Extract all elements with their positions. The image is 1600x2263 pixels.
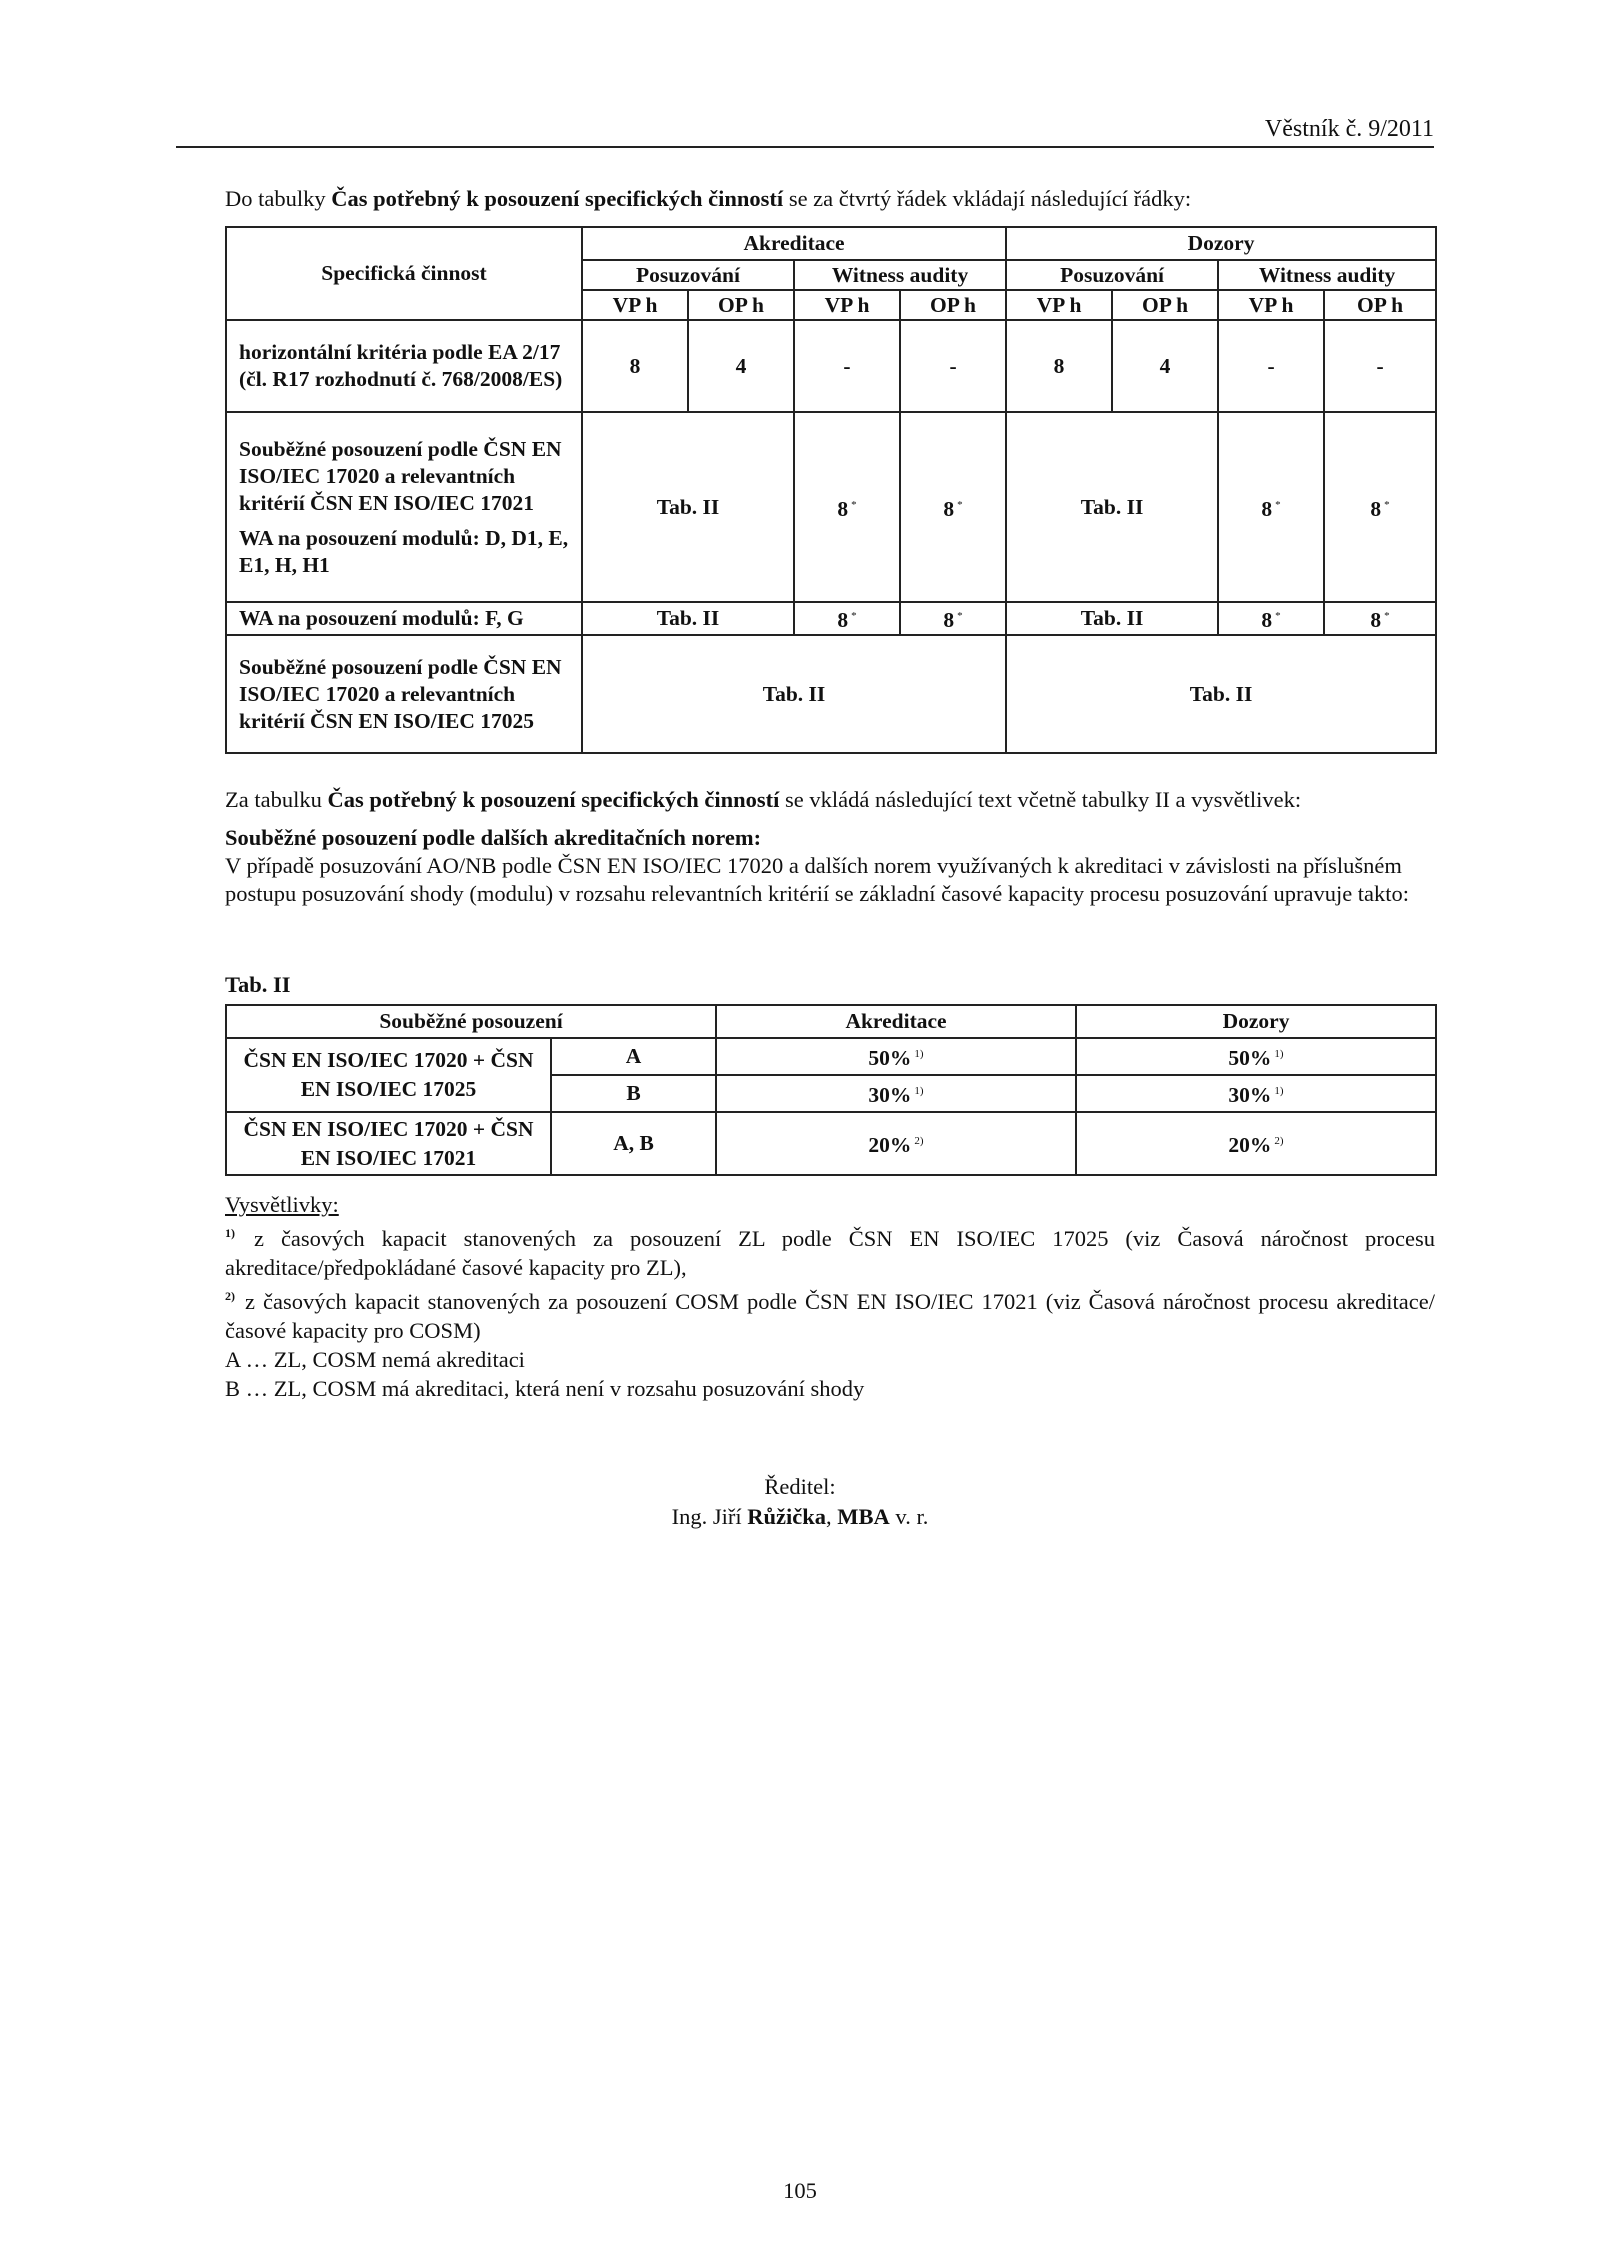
cell-value: 8	[582, 320, 688, 412]
cell-value: -	[1218, 320, 1324, 412]
section-heading: Souběžné posouzení podle dalších akreditačních norem:	[225, 825, 762, 850]
page-header	[176, 110, 1434, 148]
cell-value: 4	[1112, 320, 1218, 412]
note-2: $^{2)}$ z časových kapacit stanovených za posouzení COSM podle ČSN EN ISO/IEC 17021 (viz Časová náročnost procesu akreditace/časové kapacity pro COSM)	[225, 1289, 1436, 1343]
header-surveillance: Dozory	[1076, 1005, 1436, 1038]
cell-value: 8 *	[1324, 412, 1436, 602]
notes-heading: Vysvětlivky:	[225, 1192, 339, 1217]
cell-tab-ref: Tab. II	[1006, 635, 1436, 753]
cell-value: -	[1324, 320, 1436, 412]
section-text	[225, 824, 1435, 908]
table-row	[226, 635, 1436, 753]
intro-bold: Čas potřebný k posouzení specifických činností	[331, 186, 784, 211]
cell-value: 8 *	[900, 602, 1006, 635]
signature-name: Ing. Jiří Růžička, MBA v. r.	[671, 1504, 929, 1529]
header-sur-assessment: Posuzování	[1006, 260, 1218, 290]
header-acc-assessment: Posuzování	[582, 260, 794, 290]
header-op: OP h	[688, 290, 794, 320]
header-vp: VP h	[794, 290, 900, 320]
row-activity-part: Souběžné posouzení podle ČSN EN ISO/IEC 17020 a relevantních kritérií ČSN EN ISO/IEC 17021	[239, 436, 562, 515]
row-activity: WA na posouzení modulů: F, G	[226, 602, 582, 635]
table2-title: Tab. II	[225, 972, 291, 997]
standards-group: ČSN EN ISO/IEC 17020 + ČSN EN ISO/IEC 17025	[226, 1038, 551, 1112]
case-cell: B	[551, 1075, 716, 1112]
cell-tab-ref: Tab. II	[582, 602, 794, 635]
acc-cell: 20% $^{2)}$	[716, 1112, 1076, 1175]
intro-paragraph: Do tabulky Čas potřebný k posouzení specifických činností se za čtvrtý řádek vkládají následující řádky:	[225, 186, 1192, 211]
notes-section	[225, 1190, 1435, 1403]
header-vp: VP h	[1006, 290, 1112, 320]
cell-tab-ref: Tab. II	[582, 635, 1006, 753]
table-row	[226, 412, 1436, 602]
cell-value: -	[794, 320, 900, 412]
header-accreditation: Akreditace	[716, 1005, 1076, 1038]
header-op: OP h	[900, 290, 1006, 320]
header-vp: VP h	[582, 290, 688, 320]
specific-activities-table	[225, 226, 1437, 754]
cell-tab-ref: Tab. II	[582, 412, 794, 602]
header-accreditation: Akreditace	[582, 227, 1006, 260]
header-acc-witness: Witness audity	[794, 260, 1006, 290]
cell-value: 8 *	[1218, 412, 1324, 602]
cell-value: 8 *	[794, 602, 900, 635]
signature-block	[0, 1472, 1600, 1532]
header-surveillance: Dozory	[1006, 227, 1436, 260]
cell-value: 8 *	[794, 412, 900, 602]
cell-tab-ref: Tab. II	[1006, 602, 1218, 635]
header-op: OP h	[1324, 290, 1436, 320]
table-row	[226, 320, 1436, 412]
table-row	[226, 1038, 1436, 1075]
header-concurrent: Souběžné posouzení	[226, 1005, 716, 1038]
cell-value: 8 *	[1324, 602, 1436, 635]
standards-group: ČSN EN ISO/IEC 17020 + ČSN EN ISO/IEC 17021	[226, 1112, 551, 1175]
header-activity: Specifická činnost	[226, 227, 582, 320]
signature-role: Ředitel:	[764, 1474, 836, 1499]
concurrent-assessment-table	[225, 1004, 1437, 1176]
cell-value: 8 *	[1218, 602, 1324, 635]
case-cell: A, B	[551, 1112, 716, 1175]
header-vp: VP h	[1218, 290, 1324, 320]
sur-cell: 30% $^{1)}$	[1076, 1075, 1436, 1112]
acc-cell: 30% $^{1)}$	[716, 1075, 1076, 1112]
header-sur-witness: Witness audity	[1218, 260, 1436, 290]
page-number: 105	[783, 2178, 817, 2203]
sur-cell: 20% $^{2)}$	[1076, 1112, 1436, 1175]
case-cell: A	[551, 1038, 716, 1075]
cell-tab-ref: Tab. II	[1006, 412, 1218, 602]
note-a: A … ZL, COSM nemá akreditaci	[225, 1347, 525, 1372]
note-1: $^{1)}$ z časových kapacit stanovených za posouzení ZL podle ČSN EN ISO/IEC 17025 (viz Časová náročnost procesu akreditace/předpokládané časové kapacity pro ZL),	[225, 1226, 1436, 1280]
sur-cell: 50% $^{1)}$	[1076, 1038, 1436, 1075]
cell-value: 4	[688, 320, 794, 412]
issue-label: Věstník č. 9/2011	[1264, 116, 1434, 142]
header-op: OP h	[1112, 290, 1218, 320]
row-activity-part: WA na posouzení modulů: D, D1, E, E1, H, H1	[239, 525, 569, 577]
cell-value: -	[900, 320, 1006, 412]
acc-cell: 50% $^{1)}$	[716, 1038, 1076, 1075]
row-activity: horizontální kritéria podle EA 2/17 (čl. R17 rozhodnutí č. 768/2008/ES)	[226, 320, 582, 412]
cell-value: 8 *	[900, 412, 1006, 602]
cell-value: 8	[1006, 320, 1112, 412]
after-table-paragraph: Za tabulku Čas potřebný k posouzení specifických činností se vkládá následující text včetně tabulky II a vysvětlivek:	[225, 787, 1302, 812]
section-body: V případě posuzování AO/NB podle ČSN EN ISO/IEC 17020 a dalších norem využívaných k akreditaci v závislosti na příslušném postupu posuzování shody (modulu) v rozsahu relevantních kritérií se základní časové kapacity procesu posuzování upravuje takto:	[225, 853, 1410, 906]
row-activity: Souběžné posouzení podle ČSN EN ISO/IEC 17020 a relevantních kritérií ČSN EN ISO/IEC 17025	[226, 635, 582, 753]
note-b: B … ZL, COSM má akreditaci, která není v rozsahu posuzování shody	[225, 1376, 865, 1401]
table-row	[226, 1112, 1436, 1175]
table-row	[226, 602, 1436, 635]
row-activity	[226, 412, 582, 602]
